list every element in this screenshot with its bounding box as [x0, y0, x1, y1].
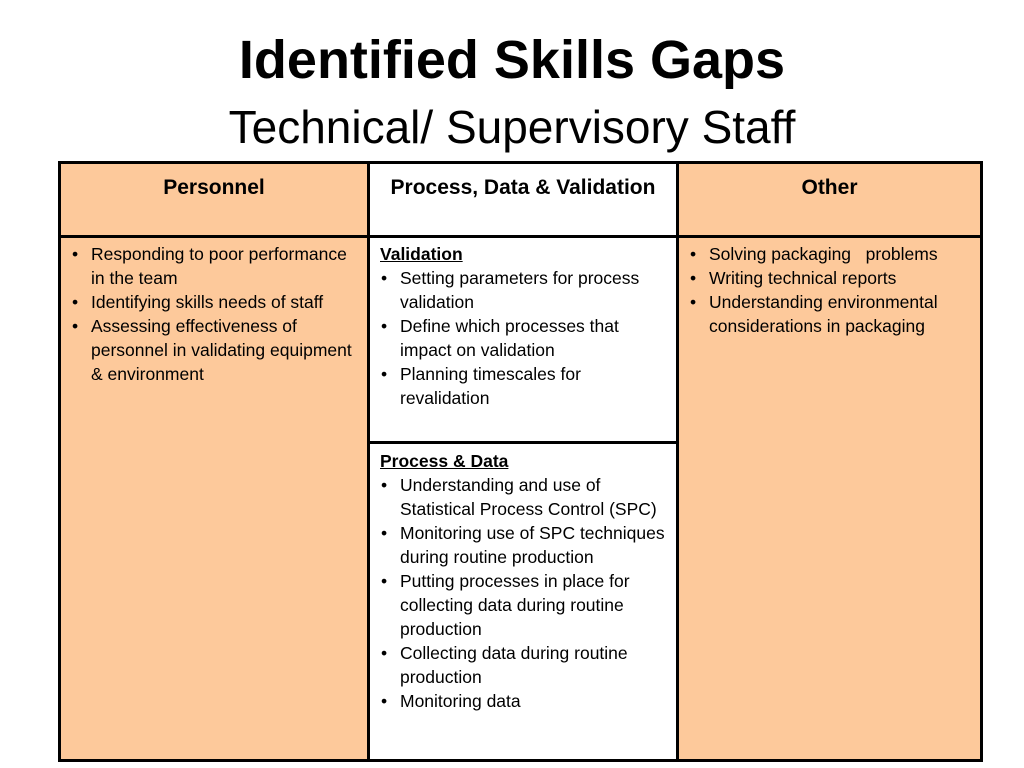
section-divider	[370, 441, 676, 444]
list-item: • Setting parameters for process validation	[380, 266, 668, 314]
process-data-list	[380, 473, 668, 713]
column-divider	[367, 164, 370, 759]
list-item: • Define which processes that impact on validation	[380, 314, 668, 362]
header-process-data-validation: Process, Data & Validation	[370, 164, 676, 235]
process-data-heading: Process & Data	[380, 451, 509, 471]
skills-gaps-table	[58, 161, 983, 762]
list-item: • Understanding environmental considerations in packaging	[689, 290, 972, 338]
list-item: • Planning timescales for revalidation	[380, 362, 668, 410]
validation-cell	[370, 238, 676, 441]
process-data-cell	[370, 445, 676, 759]
list-item: • Putting processes in place for collecting data during routine production	[380, 569, 668, 641]
list-item: • Identifying skills needs of staff	[71, 290, 359, 314]
list-item: • Assessing effectiveness of personnel in validating equipment & environment	[71, 314, 359, 386]
validation-heading: Validation	[380, 244, 463, 264]
validation-list	[380, 266, 668, 410]
list-item: • Monitoring data	[380, 689, 668, 713]
header-personnel: Personnel	[61, 164, 367, 235]
page-subtitle: Technical/ Supervisory Staff	[228, 101, 796, 153]
list-item: • Monitoring use of SPC techniques during routine production	[380, 521, 668, 569]
header-other: Other	[679, 164, 980, 235]
list-item: • Collecting data during routine production	[380, 641, 668, 689]
list-item: • Writing technical reports	[689, 266, 972, 290]
column-divider	[676, 164, 679, 759]
list-item: • Solving packaging problems	[689, 242, 972, 266]
personnel-cell	[61, 238, 367, 759]
personnel-list	[71, 242, 359, 386]
other-cell	[679, 238, 980, 759]
list-item: • Responding to poor performance in the team	[71, 242, 359, 290]
list-item: • Understanding and use of Statistical Process Control (SPC)	[380, 473, 668, 521]
page-title: Identified Skills Gaps	[238, 30, 786, 90]
other-list	[689, 242, 972, 338]
header-divider	[61, 235, 980, 238]
